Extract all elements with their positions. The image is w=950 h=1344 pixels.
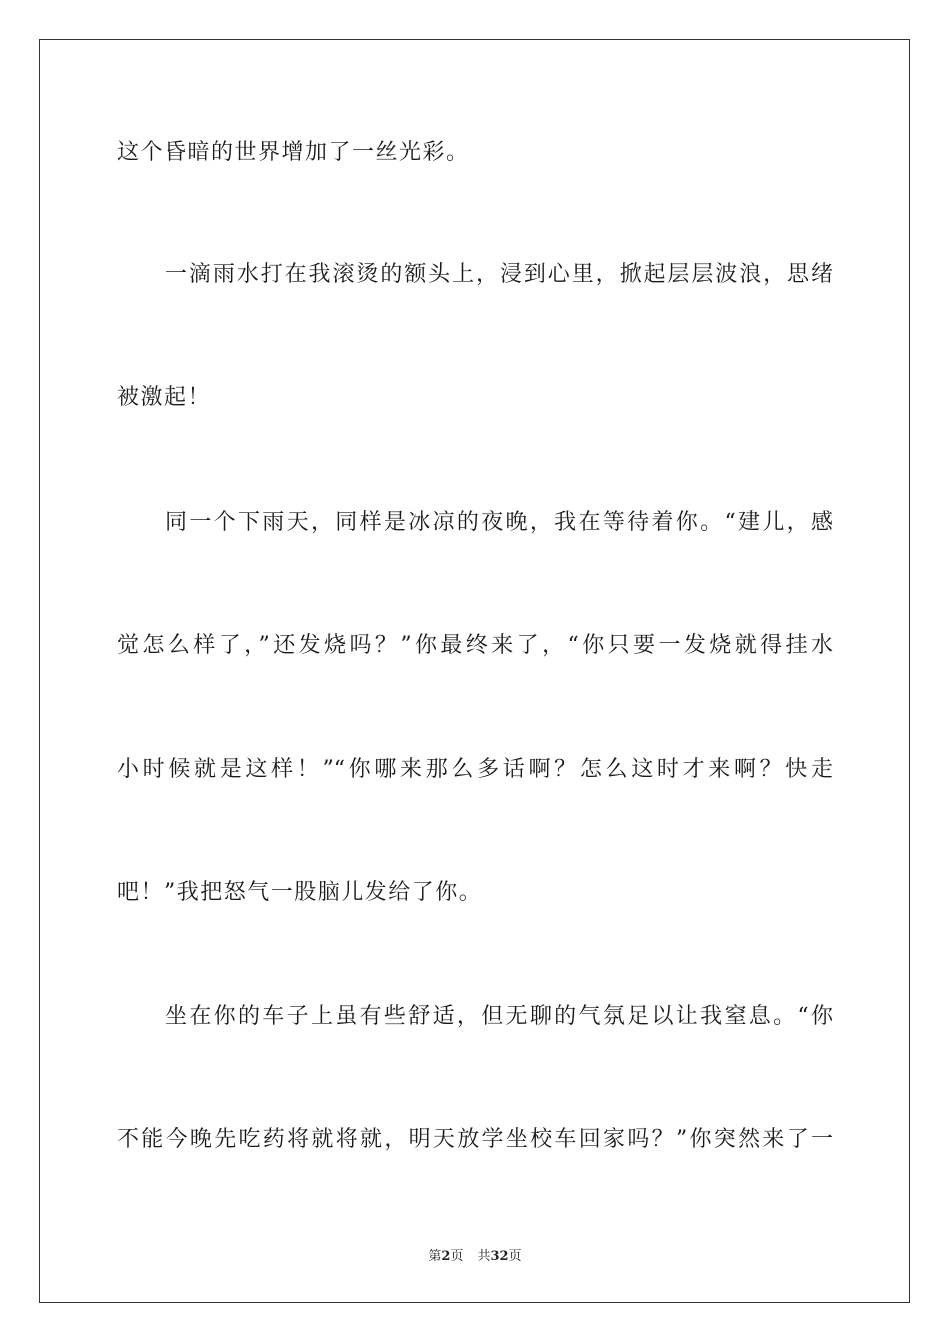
text-line-8: 坐在你的车子上虽有些舒适，但无聊的气氛足以让我窒息。“你 (165, 1004, 833, 1029)
total-pages-prefix: 共 (477, 1249, 491, 1264)
text-line-3: 被激起！ (117, 385, 212, 410)
text-line-5: 觉怎么样了，”还发烧吗？”你最终来了，“你只要一发烧就得挂水 (117, 633, 833, 658)
page-number-suffix: 页 (450, 1249, 464, 1264)
text-line-7: 吧！”我把怒气一股脑儿发给了你。 (117, 880, 483, 905)
text-line-4: 同一个下雨天，同样是冰凉的夜晚，我在等待着你。“建儿，感 (165, 510, 833, 535)
text-line-1: 这个昏暗的世界增加了一丝光彩。 (117, 140, 470, 165)
page-number-prefix: 第 (428, 1249, 442, 1264)
text-line-2: 一滴雨水打在我滚烫的额头上，浸到心里，掀起层层波浪，思绪 (165, 262, 833, 287)
page-footer (0, 1248, 950, 1266)
text-line-6: 小时候就是这样！”“你哪来那么多话啊？怎么这时才来啊？快走 (117, 757, 833, 782)
page-number: 2 (441, 1249, 451, 1264)
total-pages-suffix: 页 (508, 1249, 522, 1264)
total-pages: 32 (490, 1249, 509, 1264)
page-border (39, 39, 910, 1303)
text-line-9: 不能今晚先吃药将就将就，明天放学坐校车回家吗？”你突然来了一 (117, 1127, 833, 1152)
